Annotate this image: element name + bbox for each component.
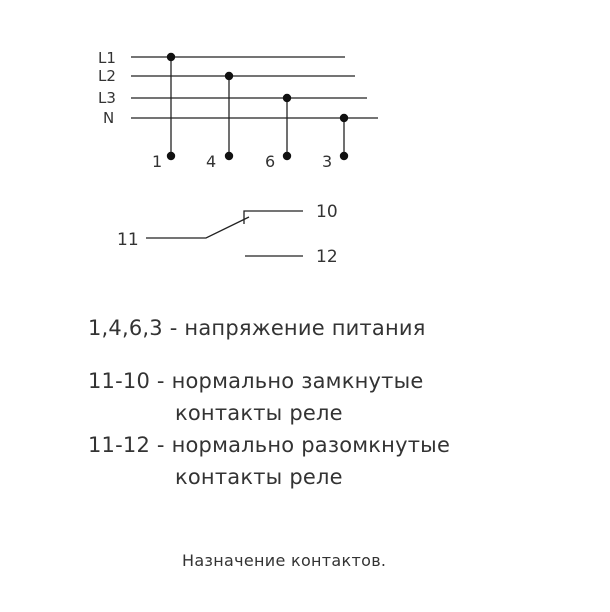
- terminal-dot: [167, 152, 175, 160]
- terminal-dot: [340, 152, 348, 160]
- legend-spacer: [88, 344, 450, 365]
- legend-key: 11-12: [88, 433, 151, 457]
- bus-label-n: N: [103, 109, 115, 127]
- legend-description: контакты реле: [175, 465, 343, 489]
- legend-key: 11-10: [88, 369, 151, 393]
- terminal-label-4: 4: [206, 152, 217, 171]
- bus-label-l3: L3: [98, 89, 116, 107]
- junction-dot: [167, 53, 175, 61]
- relay-label-nc: 10: [316, 202, 338, 222]
- junction-dot: [283, 94, 291, 102]
- legend-description: контакты реле: [175, 401, 343, 425]
- bus-label-l2: L2: [98, 67, 116, 85]
- legend-description: нормально замкнутые: [171, 369, 424, 393]
- relay-nc-contact: [244, 211, 303, 224]
- terminal-dot: [283, 152, 291, 160]
- terminal-label-1: 1: [152, 152, 163, 171]
- legend-entry-no: [88, 429, 450, 461]
- legend-description: напряжение питания: [184, 316, 426, 340]
- legend-separator: -: [150, 433, 172, 457]
- junction-dot: [225, 72, 233, 80]
- legend-description: нормально разомкнутые: [171, 433, 451, 457]
- wiring-diagram: [0, 0, 610, 300]
- legend-separator: -: [162, 316, 185, 340]
- relay-label-common: 11: [117, 230, 139, 250]
- contact-legend: [88, 312, 450, 493]
- relay-label-no: 12: [316, 247, 338, 267]
- terminal-label-3: 3: [322, 152, 333, 171]
- legend-entry-nc: [88, 365, 450, 397]
- junction-dot: [340, 114, 348, 122]
- legend-entry-nc-continued: [88, 397, 450, 429]
- bus-label-l1: L1: [98, 49, 116, 67]
- legend-separator: -: [150, 369, 172, 393]
- terminal-label-6: 6: [265, 152, 276, 171]
- figure-caption: Назначение контактов.: [182, 551, 387, 570]
- legend-entry-supply: [88, 312, 450, 344]
- legend-entry-no-continued: [88, 461, 450, 493]
- terminal-dot: [225, 152, 233, 160]
- relay-common-wire: [146, 217, 249, 238]
- legend-key: 1,4,6,3: [88, 316, 163, 340]
